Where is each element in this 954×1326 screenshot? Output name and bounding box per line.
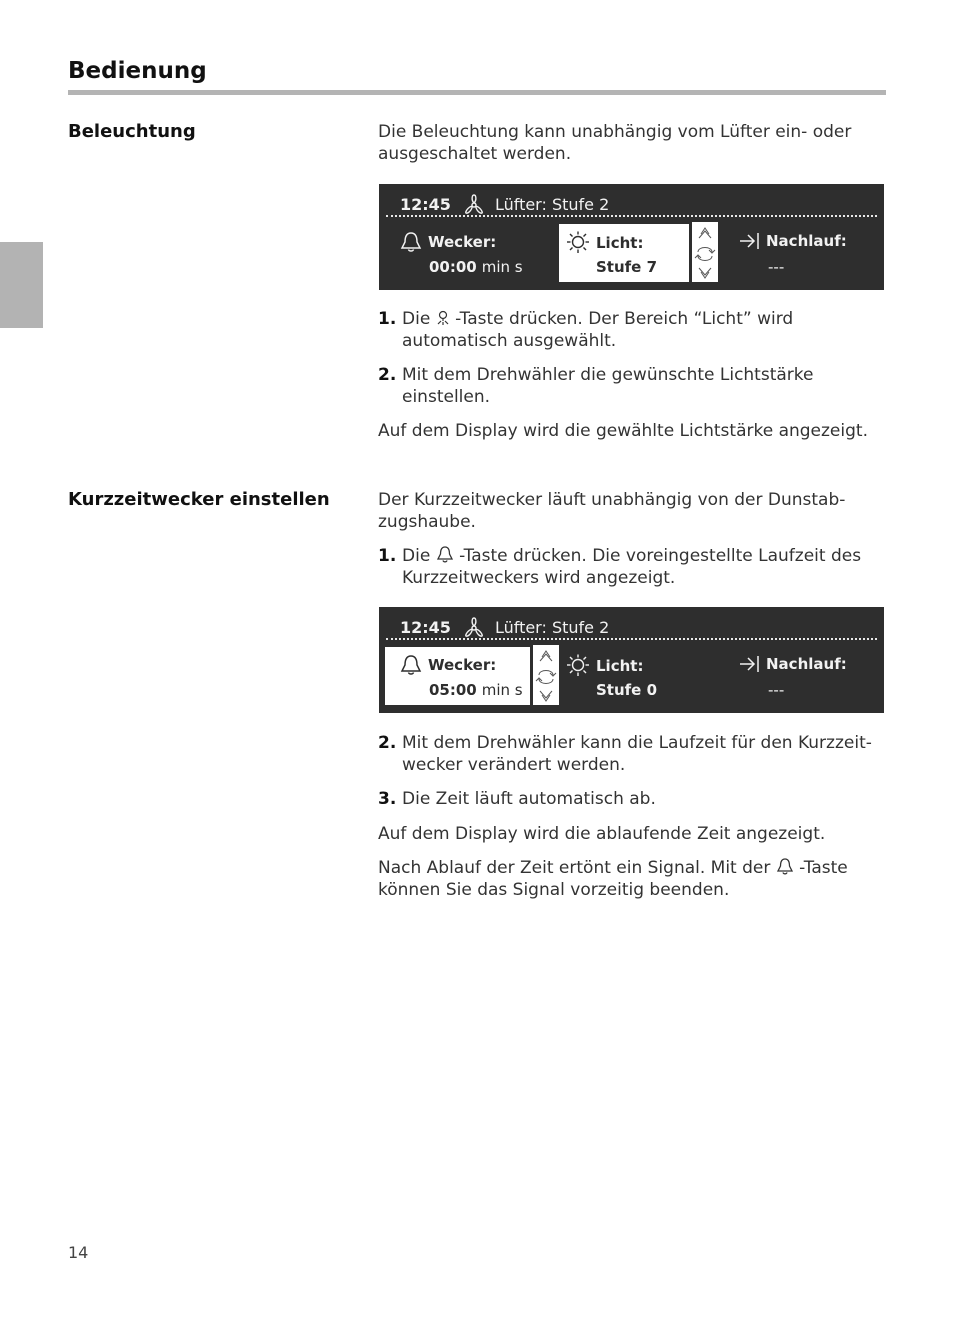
licht-label: Licht: xyxy=(596,234,644,252)
wecker-unit: min s xyxy=(481,258,523,276)
display-wecker-area xyxy=(397,224,547,282)
arrow-to-bar-icon xyxy=(737,231,761,251)
kurzzeitwecker-step-3: 3. Die Zeit läuft automatisch ab. xyxy=(378,789,656,809)
rotary-selector-indicator xyxy=(533,645,559,705)
display-fan-text: Lüfter: Stufe 2 xyxy=(494,194,610,214)
bell-button-icon xyxy=(776,858,794,875)
display-nachlauf-area xyxy=(737,224,877,282)
section-heading-beleuchtung: Beleuchtung xyxy=(68,121,196,142)
kurzzeitwecker-step-2: 2. Mit dem Drehwähler kann die Laufzeit für den Kurzzeit-wecker verändert werden. xyxy=(378,733,872,775)
display-time: 12:45 xyxy=(400,194,451,214)
nachlauf-label: Nachlauf: xyxy=(766,232,847,250)
display-licht-area xyxy=(565,647,695,705)
display-panel-licht xyxy=(379,184,884,290)
licht-value: Stufe 7 xyxy=(596,258,658,276)
wecker-label: Wecker: xyxy=(428,233,497,251)
bell-button-icon xyxy=(436,546,454,563)
display-panel-wecker xyxy=(379,607,884,713)
bell-icon xyxy=(399,654,423,676)
nachlauf-value: --- xyxy=(768,681,785,699)
rotary-selector-indicator xyxy=(692,222,718,282)
wecker-value: 05:00 xyxy=(429,681,477,699)
wecker-value: 00:00 xyxy=(429,258,477,276)
nachlauf-value: --- xyxy=(768,258,785,276)
side-tab-marker xyxy=(0,242,43,328)
page-title: Bedienung xyxy=(68,58,207,84)
page-number: 14 xyxy=(68,1243,89,1262)
fan-icon xyxy=(463,194,485,214)
section-heading-kurzzeitwecker: Kurzzeitwecker einstellen xyxy=(68,489,330,510)
display-divider xyxy=(386,638,877,640)
kurzzeitwecker-note-1: Auf dem Display wird die ablaufende Zeit angezeigt. xyxy=(378,824,826,844)
beleuchtung-note: Auf dem Display wird die gewählte Lichtstärke angezeigt. xyxy=(378,421,868,441)
display-licht-area xyxy=(559,224,689,282)
rotate-arrows-icon xyxy=(692,222,718,282)
light-icon xyxy=(565,654,591,678)
kurzzeitwecker-step-1: 1. Die -Taste drücken. Die voreingestellte Laufzeit des Kurzzeitweckers wird angezeigt. xyxy=(378,546,862,588)
fan-icon xyxy=(463,617,485,637)
licht-label: Licht: xyxy=(596,657,644,675)
lamp-button-icon xyxy=(436,310,450,326)
display-wecker-area xyxy=(385,647,530,705)
licht-value: Stufe 0 xyxy=(596,681,658,699)
rotate-arrows-icon xyxy=(533,645,559,705)
display-fan-text: Lüfter: Stufe 2 xyxy=(494,617,610,637)
display-time: 12:45 xyxy=(400,617,451,637)
title-rule xyxy=(68,90,886,95)
beleuchtung-step-1: 1. Die -Taste drücken. Der Bereich “Licht” wird automatisch ausgewählt. xyxy=(378,309,794,351)
display-nachlauf-area xyxy=(737,647,877,705)
kurzzeitwecker-note-2: Nach Ablauf der Zeit ertönt ein Signal. Mit der -Taste können Sie das Signal vorzeitig beenden. xyxy=(378,858,848,900)
beleuchtung-step-2: 2. Mit dem Drehwähler die gewünschte Lichtstärke einstellen. xyxy=(378,365,814,407)
kurzzeitwecker-intro: Der Kurzzeitwecker läuft unabhängig von der Dunstab-zugshaube. xyxy=(378,490,846,532)
bell-icon xyxy=(399,231,423,253)
nachlauf-label: Nachlauf: xyxy=(766,655,847,673)
arrow-to-bar-icon xyxy=(737,654,761,674)
wecker-unit: min s xyxy=(481,681,523,699)
light-icon xyxy=(565,231,591,255)
wecker-label: Wecker: xyxy=(428,656,497,674)
display-divider xyxy=(386,215,877,217)
beleuchtung-intro: Die Beleuchtung kann unabhängig vom Lüfter ein- oder ausgeschaltet werden. xyxy=(378,122,852,164)
